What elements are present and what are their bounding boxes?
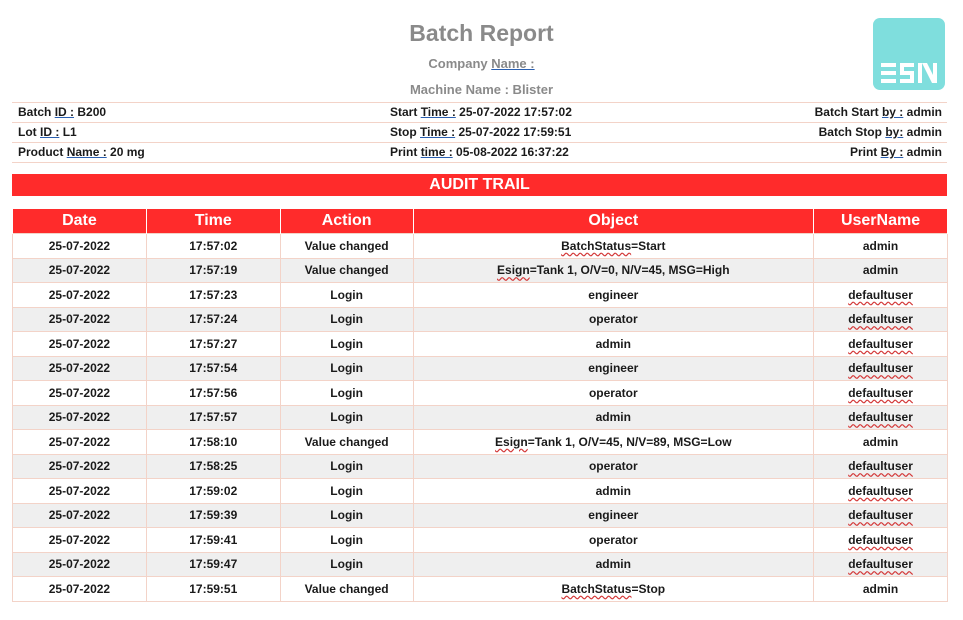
cell-username xyxy=(814,528,948,553)
cell-date: 25-07-2022 xyxy=(13,552,147,577)
cell-date: 25-07-2022 xyxy=(13,528,147,553)
cell-username: admin xyxy=(814,234,948,259)
cell-date: 25-07-2022 xyxy=(13,430,147,455)
cell-action: Login xyxy=(280,528,413,553)
spellcheck-word: defaultuser xyxy=(848,312,913,327)
cell-username xyxy=(814,283,948,308)
cell-username xyxy=(814,503,948,528)
cell-date: 25-07-2022 xyxy=(13,381,147,406)
print-time-value: 05-08-2022 16:37:22 xyxy=(456,145,569,159)
stop-time-key: Time : xyxy=(420,125,456,139)
spellcheck-word: Esign xyxy=(495,434,528,449)
spellcheck-word: BatchStatus xyxy=(561,581,632,596)
print-time-prefix: Print xyxy=(390,145,418,159)
stop-time xyxy=(390,125,571,139)
cell-action: Login xyxy=(280,405,413,430)
cell-action: Value changed xyxy=(280,577,413,602)
cell-date: 25-07-2022 xyxy=(13,479,147,504)
spellcheck-word: BatchStatus xyxy=(561,238,632,253)
table-row xyxy=(13,283,948,308)
cell-action: Login xyxy=(280,332,413,357)
cell-username xyxy=(814,479,948,504)
cell-action: Login xyxy=(280,552,413,577)
cell-date: 25-07-2022 xyxy=(13,503,147,528)
cell-username xyxy=(814,552,948,577)
cell-date: 25-07-2022 xyxy=(13,307,147,332)
cell-time: 17:59:47 xyxy=(146,552,280,577)
cell-date: 25-07-2022 xyxy=(13,356,147,381)
cell-time: 17:59:39 xyxy=(146,503,280,528)
info-row-3 xyxy=(12,142,947,163)
batch-id-key: ID : xyxy=(54,105,75,119)
table-row xyxy=(13,405,948,430)
lot-id xyxy=(18,125,77,139)
batch-stop-prefix: Batch Stop xyxy=(818,125,882,139)
esn-logo-icon xyxy=(873,18,945,90)
info-row-1 xyxy=(12,102,947,122)
company-label: Company xyxy=(428,56,488,71)
cell-object: admin xyxy=(413,552,814,577)
spellcheck-word: defaultuser xyxy=(848,410,913,425)
cell-date: 25-07-2022 xyxy=(13,454,147,479)
batch-id-prefix: Batch xyxy=(18,105,52,119)
table-row xyxy=(13,258,948,283)
table-header-row xyxy=(13,209,948,234)
cell-object: admin xyxy=(413,405,814,430)
cell-object: operator xyxy=(413,381,814,406)
cell-time: 17:57:23 xyxy=(146,283,280,308)
start-time-value: 25-07-2022 17:57:02 xyxy=(459,105,572,119)
header-username: UserName xyxy=(814,209,948,234)
table-row xyxy=(13,307,948,332)
cell-time: 17:57:57 xyxy=(146,405,280,430)
cell-object: BatchStatus=Stop xyxy=(413,577,814,602)
cell-object: engineer xyxy=(413,356,814,381)
cell-date: 25-07-2022 xyxy=(13,405,147,430)
cell-username xyxy=(814,356,948,381)
spellcheck-word: Esign xyxy=(497,263,530,278)
print-time xyxy=(390,145,569,159)
cell-date: 25-07-2022 xyxy=(13,577,147,602)
batch-start-key: by : xyxy=(881,105,904,119)
batch-start-by xyxy=(815,105,942,119)
print-time-key: time : xyxy=(420,145,453,159)
cell-date: 25-07-2022 xyxy=(13,283,147,308)
spellcheck-word: defaultuser xyxy=(848,557,913,572)
batch-id-value: B200 xyxy=(77,105,107,119)
cell-action: Value changed xyxy=(280,234,413,259)
cell-action: Login xyxy=(280,479,413,504)
cell-object: engineer xyxy=(413,283,814,308)
cell-username xyxy=(814,405,948,430)
print-by xyxy=(850,145,942,159)
product-key: Name : xyxy=(66,145,107,159)
table-row xyxy=(13,503,948,528)
cell-action: Login xyxy=(280,381,413,406)
print-by-value: admin xyxy=(906,145,942,159)
cell-username xyxy=(814,454,948,479)
batch-stop-by xyxy=(819,125,942,139)
cell-time: 17:57:27 xyxy=(146,332,280,357)
cell-username: admin xyxy=(814,577,948,602)
cell-date: 25-07-2022 xyxy=(13,258,147,283)
audit-trail-table xyxy=(12,208,948,602)
product-name xyxy=(18,145,145,159)
cell-object: BatchStatus=Start xyxy=(413,234,814,259)
cell-username xyxy=(814,332,948,357)
print-by-key: By : xyxy=(880,145,904,159)
cell-object: operator xyxy=(413,454,814,479)
table-row xyxy=(13,577,948,602)
spellcheck-word: defaultuser xyxy=(848,361,913,376)
cell-time: 17:57:54 xyxy=(146,356,280,381)
machine-name-line: Machine Name : Blister xyxy=(409,82,554,97)
table-row xyxy=(13,234,948,259)
cell-time: 17:59:41 xyxy=(146,528,280,553)
company-name-key: Name : xyxy=(491,56,535,71)
cell-action: Value changed xyxy=(280,430,413,455)
spellcheck-word: defaultuser xyxy=(848,483,913,498)
cell-object: Esign=Tank 1, O/V=45, N/V=89, MSG=Low xyxy=(413,430,814,455)
cell-time: 17:57:02 xyxy=(146,234,280,259)
cell-time: 17:58:25 xyxy=(146,454,280,479)
cell-action: Login xyxy=(280,454,413,479)
cell-action: Login xyxy=(280,307,413,332)
cell-action: Login xyxy=(280,283,413,308)
table-row xyxy=(13,332,948,357)
table-row xyxy=(13,454,948,479)
table-row xyxy=(13,479,948,504)
spellcheck-word: defaultuser xyxy=(848,287,913,302)
cell-time: 17:59:51 xyxy=(146,577,280,602)
report-title: Batch Report xyxy=(409,20,554,46)
cell-date: 25-07-2022 xyxy=(13,332,147,357)
lot-id-prefix: Lot xyxy=(18,125,37,139)
table-row xyxy=(13,381,948,406)
lot-id-value: L1 xyxy=(62,125,77,139)
table-row xyxy=(13,356,948,381)
header-date: Date xyxy=(13,209,147,234)
table-row xyxy=(13,528,948,553)
cell-username xyxy=(814,381,948,406)
cell-action: Value changed xyxy=(280,258,413,283)
cell-object: Esign=Tank 1, O/V=0, N/V=45, MSG=High xyxy=(413,258,814,283)
cell-object: admin xyxy=(413,479,814,504)
cell-username: admin xyxy=(814,258,948,283)
print-by-prefix: Print xyxy=(849,145,878,159)
cell-time: 17:57:56 xyxy=(146,381,280,406)
spellcheck-word: defaultuser xyxy=(848,385,913,400)
cell-time: 17:59:02 xyxy=(146,479,280,504)
cell-username xyxy=(814,307,948,332)
cell-date: 25-07-2022 xyxy=(13,234,147,259)
audit-trail-banner: AUDIT TRAIL xyxy=(12,174,947,196)
spellcheck-word: defaultuser xyxy=(848,459,913,474)
cell-object: operator xyxy=(413,307,814,332)
product-value: 20 mg xyxy=(110,145,145,159)
table-row xyxy=(13,430,948,455)
product-prefix: Product xyxy=(18,145,64,159)
batch-stop-key: by: xyxy=(885,125,904,139)
batch-start-prefix: Batch Start xyxy=(814,105,879,119)
company-name-line xyxy=(0,56,963,71)
cell-action: Login xyxy=(280,356,413,381)
cell-time: 17:58:10 xyxy=(146,430,280,455)
start-time xyxy=(390,105,572,119)
cell-username: admin xyxy=(814,430,948,455)
batch-id xyxy=(18,105,106,119)
header-object: Object xyxy=(413,209,814,234)
esn-logo-graphic xyxy=(873,18,945,90)
stop-time-value: 25-07-2022 17:59:51 xyxy=(458,125,572,139)
start-time-prefix: Start xyxy=(390,105,418,119)
cell-object: engineer xyxy=(413,503,814,528)
spellcheck-word: defaultuser xyxy=(848,532,913,547)
spellcheck-word: defaultuser xyxy=(848,508,913,523)
batch-stop-value: admin xyxy=(906,125,942,139)
cell-object: admin xyxy=(413,332,814,357)
spellcheck-word: defaultuser xyxy=(848,336,913,351)
batch-info-section xyxy=(12,102,947,163)
info-row-2 xyxy=(12,122,947,142)
stop-time-prefix: Stop xyxy=(390,125,417,139)
cell-object: operator xyxy=(413,528,814,553)
cell-time: 17:57:19 xyxy=(146,258,280,283)
start-time-key: Time : xyxy=(420,105,456,119)
table-row xyxy=(13,552,948,577)
cell-action: Login xyxy=(280,503,413,528)
header-time: Time xyxy=(146,209,280,234)
batch-start-value: admin xyxy=(906,105,942,119)
lot-id-key: ID : xyxy=(40,125,60,139)
cell-time: 17:57:24 xyxy=(146,307,280,332)
header-action: Action xyxy=(280,209,413,234)
